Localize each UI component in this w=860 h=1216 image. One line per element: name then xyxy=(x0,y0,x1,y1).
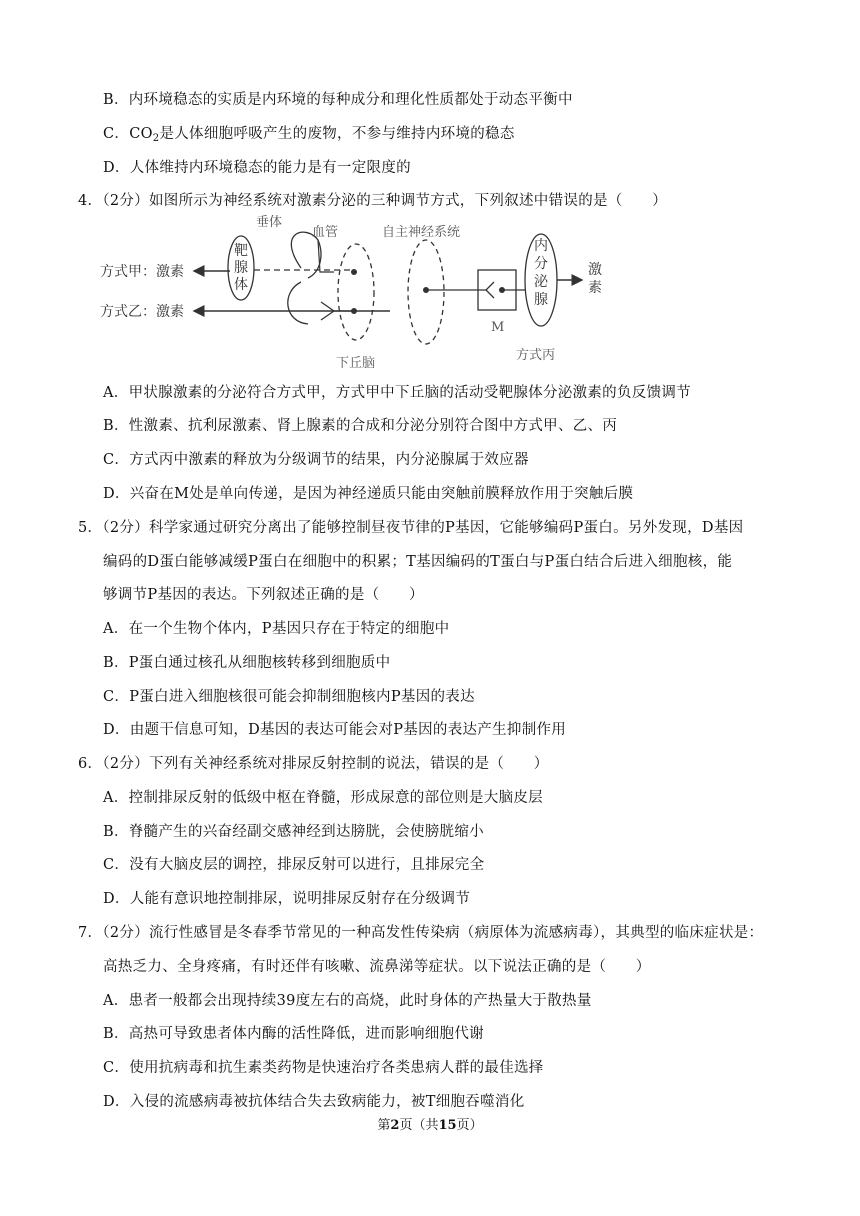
q5-stem-line1: 5．（2分）科学家通过研究分离出了能够控制昼夜节律的P基因，它能够编码P蛋白。另外发现，D基因 xyxy=(78,520,744,536)
q3-option-c xyxy=(103,124,515,149)
label-xiaqiunao: 下丘脑 xyxy=(336,356,376,371)
q6-stem: 6．（2分）下列有关神经系统对排尿反射控制的说法，错误的是（ ） xyxy=(78,756,549,772)
label-fen: 分 xyxy=(534,256,548,272)
label-ba: 靶 xyxy=(234,243,248,259)
label-xian: 腺 xyxy=(234,260,248,276)
label-fangshi-jia: 方式甲：激素 xyxy=(100,264,184,280)
q5-stem-line2: 编码的D蛋白能够减缓P蛋白在细胞中的积累；T基因编码的T蛋白与P蛋白结合后进入细胞核，能 xyxy=(103,554,733,570)
page-footer xyxy=(0,1114,860,1133)
q4-option-a: A．甲状腺激素的分泌符合方式甲，方式甲中下丘脑的活动受靶腺体分泌激素的负反馈调节 xyxy=(103,385,691,401)
q7-option-c: C．使用抗病毒和抗生素类药物是快速治疗各类患病人群的最佳选择 xyxy=(103,1060,544,1076)
label-m: M xyxy=(491,320,505,335)
footer-post: 页） xyxy=(456,1118,483,1133)
label-xueguan: 血管 xyxy=(312,225,339,240)
footer-pre: 第 xyxy=(377,1118,391,1133)
q3-option-c-pre: C．CO xyxy=(103,126,153,142)
q7-option-b: B．高热可导致患者体内酶的活性降低，进而影响细胞代谢 xyxy=(103,1026,484,1042)
label-xian2: 腺 xyxy=(534,292,548,308)
label-chuiti: 垂体 xyxy=(256,215,283,230)
label-ji: 激 xyxy=(588,262,602,278)
pituitary-lower xyxy=(288,282,308,324)
q3-option-c-post: 是人体细胞呼吸产生的废物，不参与维持内环境的稳态 xyxy=(159,126,515,142)
q5-option-c: C．P蛋白进入细胞核很可能会抑制细胞核内P基因的表达 xyxy=(103,689,475,705)
footer-page: 2 xyxy=(390,1118,400,1133)
q7-stem-line1: 7．（2分）流行性感冒是冬春季节常见的一种高发性传染病（病原体为流感病毒），其典型的临床症状是： xyxy=(78,925,764,941)
q5-option-d: D．由题干信息可知，D基因的表达可能会对P基因的表达产生抑制作用 xyxy=(103,722,567,738)
hypothalamus-dot-1 xyxy=(351,269,357,275)
footer-total: 15 xyxy=(438,1118,457,1133)
label-ti: 体 xyxy=(234,277,248,293)
label-fangshi-yi: 方式乙：激素 xyxy=(100,304,184,320)
label-mi: 泌 xyxy=(534,274,548,290)
label-nei: 内 xyxy=(534,238,548,254)
q7-option-d: D．入侵的流感病毒被抗体结合失去致病能力，被T细胞吞噬消化 xyxy=(103,1094,525,1110)
label-fangshi-bing: 方式丙 xyxy=(516,348,556,363)
hypothalamus-dot-2 xyxy=(351,308,357,314)
q4-stem: 4．（2分）如图所示为神经系统对激素分泌的三种调节方式，下列叙述中错误的是（ ） xyxy=(78,193,667,209)
q3-option-c-sub: 2 xyxy=(152,133,160,144)
q7-option-a: A．患者一般都会出现持续39度左右的高烧，此时身体的产热量大于散热量 xyxy=(103,993,592,1009)
q4-option-c: C．方式丙中激素的释放为分级调节的结果，内分泌腺属于效应器 xyxy=(103,452,529,468)
q6-option-c: C．没有大脑皮层的调控，排尿反射可以进行，且排尿完全 xyxy=(103,857,485,873)
footer-mid: 页（共 xyxy=(399,1118,439,1133)
q6-option-b: B．脊髓产生的兴奋经副交感神经到达膀胱，会使膀胱缩小 xyxy=(103,824,484,840)
q6-option-d: D．人能有意识地控制排尿，说明排尿反射存在分级调节 xyxy=(103,891,471,907)
q5-option-a: A．在一个生物个体内，P基因只存在于特定的细胞中 xyxy=(103,621,450,637)
q4-option-d: D．兴奋在M处是单向传递，是因为神经递质只能由突触前膜释放作用于突触后膜 xyxy=(103,486,634,502)
q3-option-b: B．内环境稳态的实质是内环境的每种成分和理化性质都处于动态平衡中 xyxy=(103,92,573,108)
hormone-regulation-diagram xyxy=(96,212,656,380)
q3-option-d: D．人体维持内环境稳态的能力是有一定限度的 xyxy=(103,160,411,176)
hypothalamus-ellipse xyxy=(338,244,374,340)
q4-option-b: B．性激素、抗利尿激素、肾上腺素的合成和分泌分别符合图中方式甲、乙、丙 xyxy=(103,418,618,434)
q5-option-b: B．P蛋白通过核孔从细胞核转移到细胞质中 xyxy=(103,655,391,671)
q6-option-a: A．控制排尿反射的低级中枢在脊髓，形成尿意的部位则是大脑皮层 xyxy=(103,790,543,806)
q7-stem-line2: 高热乏力、全身疼痛，有时还伴有咳嗽、流鼻涕等症状。以下说法正确的是（ ） xyxy=(103,959,651,975)
synapse-m-mark xyxy=(486,282,494,298)
label-su: 素 xyxy=(588,280,602,296)
q5-stem-line3: 够调节P基因的表达。下列叙述正确的是（ ） xyxy=(103,587,424,603)
label-zizhu: 自主神经系统 xyxy=(382,225,461,240)
